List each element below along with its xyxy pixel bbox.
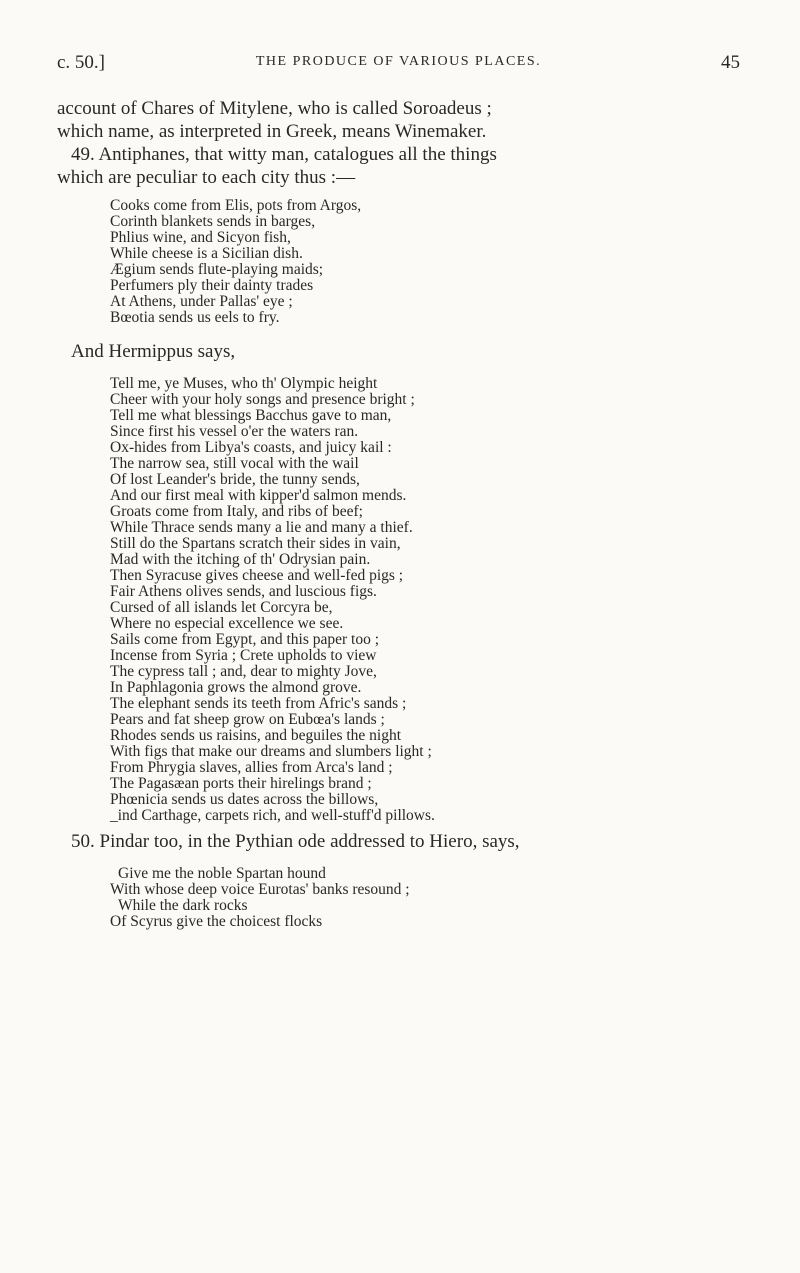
verse-line: While the dark rocks xyxy=(118,897,248,914)
text-line: 49. Antiphanes, that witty man, catalogues all the things xyxy=(71,144,497,165)
verse-line: Tell me what blessings Bacchus gave to man, xyxy=(110,407,392,424)
verse-line: Mad with the itching of th' Odrysian pain. xyxy=(110,551,371,568)
verse-line: Still do the Spartans scratch their sides in vain, xyxy=(110,535,401,552)
verse-line: Give me the noble Spartan hound xyxy=(118,865,326,882)
verse-line: Of Scyrus give the choicest flocks xyxy=(110,913,323,930)
verse-line: Of lost Leander's bride, the tunny sends, xyxy=(110,471,360,488)
verse-line: Incense from Syria ; Crete upholds to view xyxy=(110,647,377,664)
text-line: 50. Pindar too, in the Pythian ode addressed to Hiero, says, xyxy=(71,831,520,852)
verse-line: While cheese is a Sicilian dish. xyxy=(110,245,303,262)
section-reference: c. 50.] xyxy=(57,52,106,73)
verse-line: Bœotia sends us eels to fry. xyxy=(110,309,280,326)
verse-line: At Athens, under Pallas' eye ; xyxy=(110,293,293,310)
verse-line: Phlius wine, and Sicyon fish, xyxy=(110,229,291,246)
verse-line: Perfumers ply their dainty trades xyxy=(110,277,314,294)
verse-line: With figs that make our dreams and slumbers light ; xyxy=(110,743,432,760)
verse-line: From Phrygia slaves, allies from Arca's land ; xyxy=(110,759,393,776)
intro-paragraph xyxy=(57,97,747,189)
verse-line: With whose deep voice Eurotas' banks resound ; xyxy=(110,881,410,898)
verse-line: Ox-hides from Libya's coasts, and juicy kail : xyxy=(110,439,392,456)
verse-line: Since first his vessel o'er the waters ran. xyxy=(110,423,359,440)
verse-line: And our first meal with kipper'd salmon mends. xyxy=(110,487,407,504)
verse-line: Groats come from Italy, and ribs of beef; xyxy=(110,503,363,520)
text-line: which are peculiar to each city thus :— xyxy=(57,167,356,188)
transition-pindar xyxy=(71,830,761,853)
verse-line: Phœnicia sends us dates across the billows, xyxy=(110,791,379,808)
verse-line: Cheer with your holy songs and presence bright ; xyxy=(110,391,415,408)
verse-line: The elephant sends its teeth from Afric's sands ; xyxy=(110,695,407,712)
verse-line: _ind Carthage, carpets rich, and well-stuff'd pillows. xyxy=(110,807,435,824)
verse-line: The narrow sea, still vocal with the wail xyxy=(110,455,359,472)
verse-line: Rhodes sends us raisins, and beguiles the night xyxy=(110,727,402,744)
verse-line: Ægium sends flute-playing maids; xyxy=(110,261,324,278)
text-line: which name, as interpreted in Greek, means Winemaker. xyxy=(57,121,487,142)
verse-antiphanes xyxy=(110,198,750,326)
running-title: THE PRODUCE OF VARIOUS PLACES. xyxy=(255,54,542,69)
text-line: And Hermippus says, xyxy=(71,341,236,362)
running-header xyxy=(57,52,740,82)
verse-line: Sails come from Egypt, and this paper too ; xyxy=(110,631,380,648)
verse-line: Fair Athens olives sends, and luscious figs. xyxy=(110,583,377,600)
verse-line: Pears and fat sheep grow on Eubœa's lands ; xyxy=(110,711,385,728)
verse-pindar xyxy=(110,866,750,930)
verse-line: Tell me, ye Muses, who th' Olympic height xyxy=(110,375,378,392)
verse-line: Corinth blankets sends in barges, xyxy=(110,213,316,230)
verse-line: The cypress tall ; and, dear to mighty Jove, xyxy=(110,663,377,680)
verse-hermippus xyxy=(110,376,750,824)
text-line: account of Chares of Mitylene, who is called Soroadeus ; xyxy=(57,98,492,119)
transition-hermippus xyxy=(71,340,761,363)
verse-line: The Pagasæan ports their hirelings brand ; xyxy=(110,775,372,792)
verse-line: Cursed of all islands let Corcyra be, xyxy=(110,599,333,616)
verse-line: In Paphlagonia grows the almond grove. xyxy=(110,679,362,696)
page-number: 45 xyxy=(721,52,740,73)
verse-line: Then Syracuse gives cheese and well-fed pigs ; xyxy=(110,567,404,584)
verse-line: Where no especial excellence we see. xyxy=(110,615,344,632)
verse-line: While Thrace sends many a lie and many a thief. xyxy=(110,519,413,536)
verse-line: Cooks come from Elis, pots from Argos, xyxy=(110,197,362,214)
